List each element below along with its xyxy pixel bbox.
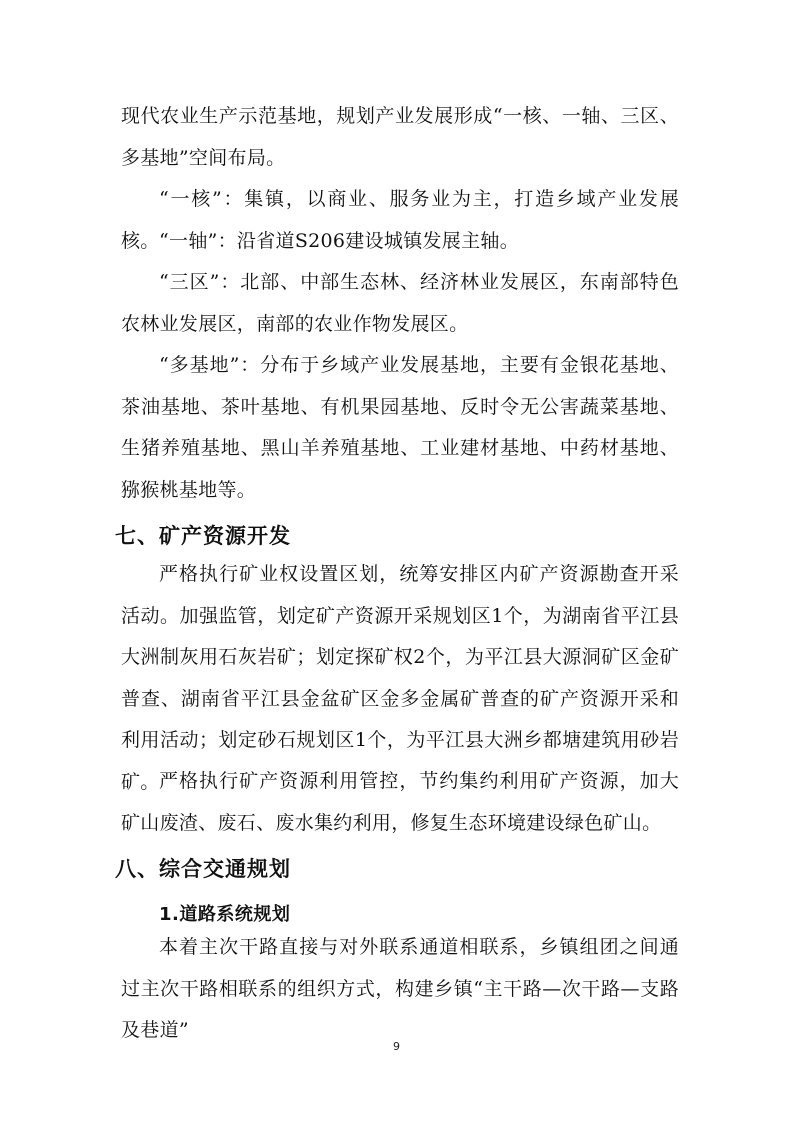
subsection-heading-road-system: 1.道路系统规划 [159, 904, 291, 925]
paragraph-one-core: “一核”：集镇，以商业、服务业为主，打造乡域产业发展核。 [121, 188, 679, 252]
paragraph-one-axis: “一轴”：沿省道S206建设城镇发展主轴。 [159, 230, 520, 252]
section-heading-mineral-resources: 七、矿产资源开发 [115, 524, 291, 548]
paragraph-mining-rights: 严格执行矿业权设置区划，统筹安排区内矿产资源勘查开采活动。加强监管，划定矿产资源开采规划区1个，为湖南省平江县大洲制灰用石灰岩矿；划定探矿权2个，为平江县大源洞矿区金矿普查、湖南省平江县金盆矿区金多金属矿普查的矿产资源开采和利用活动；划定砂石规划区1个，为平江县大洲乡都塘建筑用砂岩矿。 [121, 563, 679, 793]
paragraph-mineral-control: 严格执行矿产资源利用管控，节约集约利用矿产资源，加大矿山废渣、废石、废水集约利用，修复生态环境建设绿色矿山。 [121, 770, 679, 834]
paragraph-multi-bases: “多基地”：分布于乡域产业发展基地，主要有金银花基地、茶油基地、茶叶基地、有机果园基地、反时令无公害蔬菜基地、生猪养殖基地、黑山羊养殖基地、工业建材基地、中药材基地、猕猴桃基地等。 [121, 354, 679, 501]
paragraph-three-zones: “三区”：北部、中部生态林、经济林业发展区，东南部特色农林业发展区，南部的农业作物发展区。 [121, 271, 679, 335]
paragraph-road-system: 本着主次干路直接与对外联系通道相联系，乡镇组团之间通过主次干路相联系的组织方式，构建乡镇“主干路—次干路—支路及巷道” [121, 936, 679, 1041]
section-heading-transportation: 八、综合交通规划 [115, 857, 291, 881]
page-number: 9 [393, 1040, 400, 1053]
paragraph-layout-intro: 现代农业生产示范基地，规划产业发展形成“一核、一轴、三区、多基地”空间布局。 [121, 105, 679, 169]
